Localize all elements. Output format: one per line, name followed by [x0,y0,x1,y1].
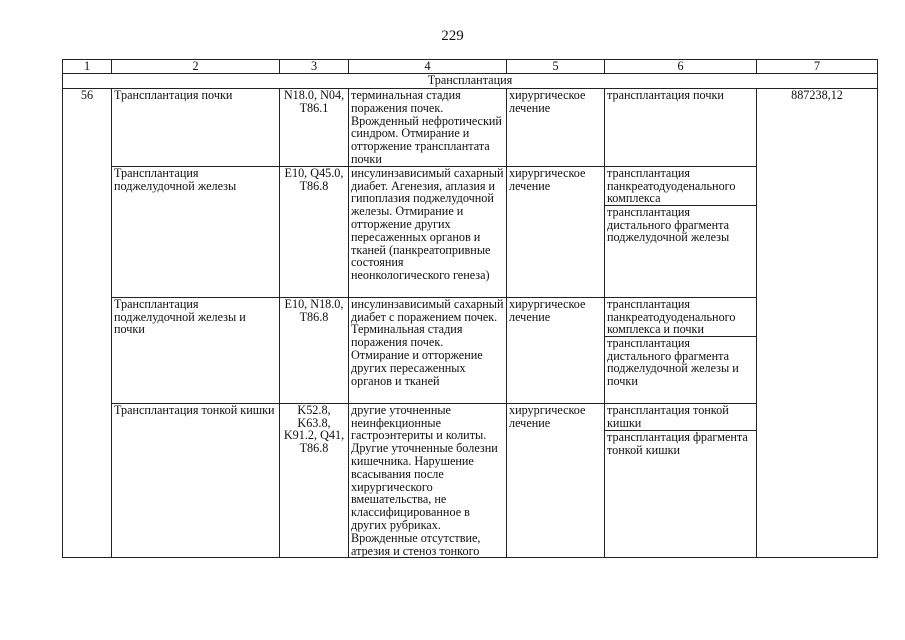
patient-model: инсулинзависимый сахарный диабет с поражением почек. Терминальная стадия поражения почек. Отмирание и отторжение других пересаженных органов и тканей [349,297,507,403]
patient-model: инсулинзависимый сахарный диабет. Агенезия, аплазия и гипоплазия поджелудочной железы. Отмирание и отторжение других пересаженных органов и тканей (панкреатопривные состояния неонкологического генеза) [349,166,507,297]
procedure-name: Трансплантация поджелудочной железы и почки [112,297,280,403]
treatment-type: хирургическое лечение [507,89,605,167]
treatment-type: хирургическое лечение [507,166,605,297]
column-header: 7 [757,60,878,74]
treatment-methods-cell [605,403,757,558]
section-title: Трансплантация [63,74,878,89]
procedure-name: Трансплантация поджелудочной железы [112,166,280,297]
treatment-methods-cell [605,166,757,297]
cost-value: 887238,12 [757,89,878,558]
table-row [63,403,878,558]
diagnosis-codes: E10, N18.0, T86.8 [280,297,349,403]
treatment-method: трансплантация дистального фрагмента поджелудочной железы и почки [607,335,739,389]
table-row [63,166,878,297]
treatment-type: хирургическое лечение [507,297,605,403]
column-header: 6 [605,60,757,74]
procedure-name: Трансплантация почки [112,89,280,167]
page-number: 229 [441,28,464,44]
section-row [63,74,878,89]
table-row [63,297,878,403]
diagnosis-codes: E10, Q45.0, T86.8 [280,166,349,297]
column-header: 3 [280,60,349,74]
treatment-method: трансплантация панкреатодуоденального комплекса и почки [605,298,756,337]
treatment-table [62,59,878,558]
diagnosis-codes: K52.8, K63.8, K91.2, Q41, T86.8 [280,403,349,558]
treatment-method: трансплантация дистального фрагмента поджелудочной железы [607,204,730,245]
row-number: 56 [63,89,112,558]
procedure-name: Трансплантация тонкой кишки [112,403,280,558]
table-row [63,89,878,167]
treatment-method: трансплантация панкреатодуоденального комплекса [605,167,756,206]
treatment-type: хирургическое лечение [507,403,605,558]
diagnosis-codes: N18.0, N04, T86.1 [280,89,349,167]
patient-model: другие уточненные неинфекционные гастроэнтериты и колиты. Другие уточненные болезни кишечника. Нарушение всасывания после хирургического вмешательства, не классифицированное в других рубриках. Врожденные отсутствие, атрезия и стеноз тонкого [349,403,507,558]
treatment-method: трансплантация фрагмента тонкой кишки [607,429,748,457]
column-header: 1 [63,60,112,74]
column-number-row [63,60,878,74]
patient-model: терминальная стадия поражения почек. Врожденный нефротический синдром. Отмирание и отторжение трансплантата почки [349,89,507,167]
treatment-method: трансплантация тонкой кишки [605,404,756,431]
treatment-method: трансплантация почки [605,89,757,167]
column-header: 5 [507,60,605,74]
column-header: 2 [112,60,280,74]
column-header: 4 [349,60,507,74]
treatment-methods-cell [605,297,757,403]
